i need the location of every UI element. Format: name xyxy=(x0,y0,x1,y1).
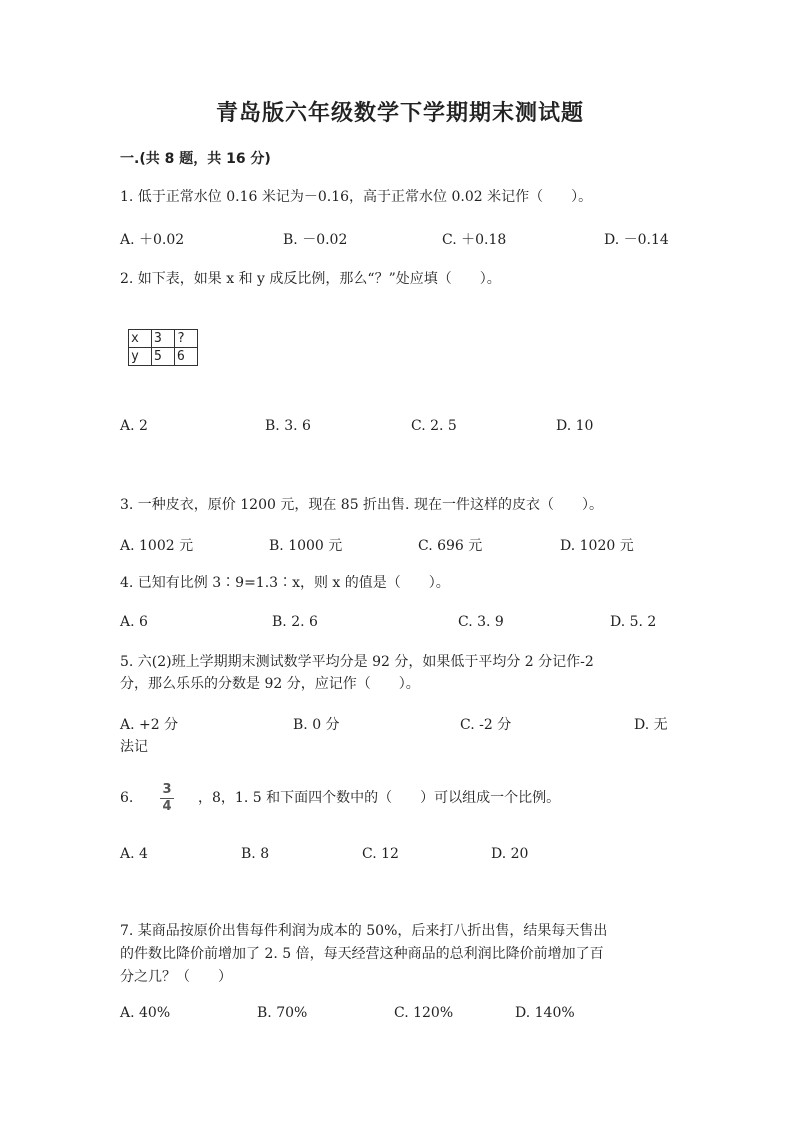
q3-option-b: B. 1000 元 xyxy=(269,538,343,554)
q5-option-b: B. 0 分 xyxy=(293,717,340,733)
q2-option-a: A. 2 xyxy=(120,418,148,434)
q3-option-d: D. 1020 元 xyxy=(560,538,634,554)
q2-option-c: C. 2. 5 xyxy=(411,418,457,434)
q4-option-b: B. 2. 6 xyxy=(272,614,318,630)
table-cell: 6 xyxy=(175,348,198,366)
q3-option-a: A. 1002 元 xyxy=(120,538,194,554)
q4-option-d: D. 5. 2 xyxy=(610,614,657,630)
question-7-line-3: 分之几？（ ） xyxy=(120,969,232,985)
page-title: 青岛版六年级数学下学期期末测试题 xyxy=(215,101,584,126)
q5-option-a: A. +2 分 xyxy=(120,717,179,733)
q6-option-c: C. 12 xyxy=(362,846,399,862)
q4-option-a: A. 6 xyxy=(120,614,148,630)
question-3-text: 3. 一种皮衣，原价 1200 元，现在 85 折出售. 现在一件这样的皮衣（ ）。 xyxy=(120,497,603,513)
question-5-line-1: 5. 六(2)班上学期期末测试数学平均分是 92 分，如果低于平均分 2 分记作-2 xyxy=(120,654,594,670)
question-4-text: 4. 已知有比例 3∶9=1.3∶x，则 x 的值是（ ）。 xyxy=(120,575,450,591)
q4-option-c: C. 3. 9 xyxy=(458,614,504,630)
question-5-line-2: 分，那么乐乐的分数是 92 分，应记作（ ）。 xyxy=(120,676,420,692)
q6-option-d: D. 20 xyxy=(491,846,529,862)
q2-option-d: D. 10 xyxy=(556,418,594,434)
q7-option-d: D. 140% xyxy=(515,1005,575,1021)
table-cell: 5 xyxy=(152,348,175,366)
q1-option-c: C. ＋0.18 xyxy=(442,232,507,248)
question-6-text: ，8，1. 5 和下面四个数中的（ ）可以组成一个比例。 xyxy=(198,790,561,806)
question-6-number: 6. xyxy=(120,790,134,806)
question-2-text: 2. 如下表，如果 x 和 y 成反比例，那么“？”处应填（ ）。 xyxy=(120,271,501,287)
q5-option-d: D. 无 xyxy=(634,717,668,733)
q6-option-a: A. 4 xyxy=(120,846,148,862)
q3-option-c: C. 696 元 xyxy=(418,538,483,554)
q7-option-a: A. 40% xyxy=(120,1005,171,1021)
question-7-line-1: 7. 某商品按原价出售每件利润为成本的 50%，后来打八折出售，结果每天售出 xyxy=(120,923,608,939)
q7-option-b: B. 70% xyxy=(257,1005,308,1021)
question-1-text: 1. 低于正常水位 0.16 米记为－0.16，高于正常水位 0.02 米记作（ ）。 xyxy=(120,189,593,205)
fraction-denominator: 4 xyxy=(162,799,172,814)
q1-option-b: B. －0.02 xyxy=(283,232,348,248)
q5-option-c: C. -2 分 xyxy=(460,717,512,733)
fraction-three-quarters xyxy=(160,783,174,814)
q7-option-c: C. 120% xyxy=(394,1005,454,1021)
table-cell: ? xyxy=(175,330,198,348)
section-header: 一.(共 8 题，共 16 分) xyxy=(120,151,271,167)
table-cell: x xyxy=(129,330,152,348)
table-cell: y xyxy=(129,348,152,366)
q1-option-d: D. －0.14 xyxy=(604,232,669,248)
q1-option-a: A. ＋0.02 xyxy=(120,232,185,248)
table-row xyxy=(129,348,198,366)
question-7-line-2: 的件数比降价前增加了 2. 5 倍，每天经营这种商品的总利润比降价前增加了百 xyxy=(120,946,604,962)
table-cell: 3 xyxy=(152,330,175,348)
xy-table xyxy=(128,329,198,366)
q5-option-d-continued: 法记 xyxy=(120,739,148,755)
q6-option-b: B. 8 xyxy=(241,846,270,862)
q2-option-b: B. 3. 6 xyxy=(265,418,311,434)
fraction-numerator: 3 xyxy=(162,782,172,797)
table-row xyxy=(129,330,198,348)
